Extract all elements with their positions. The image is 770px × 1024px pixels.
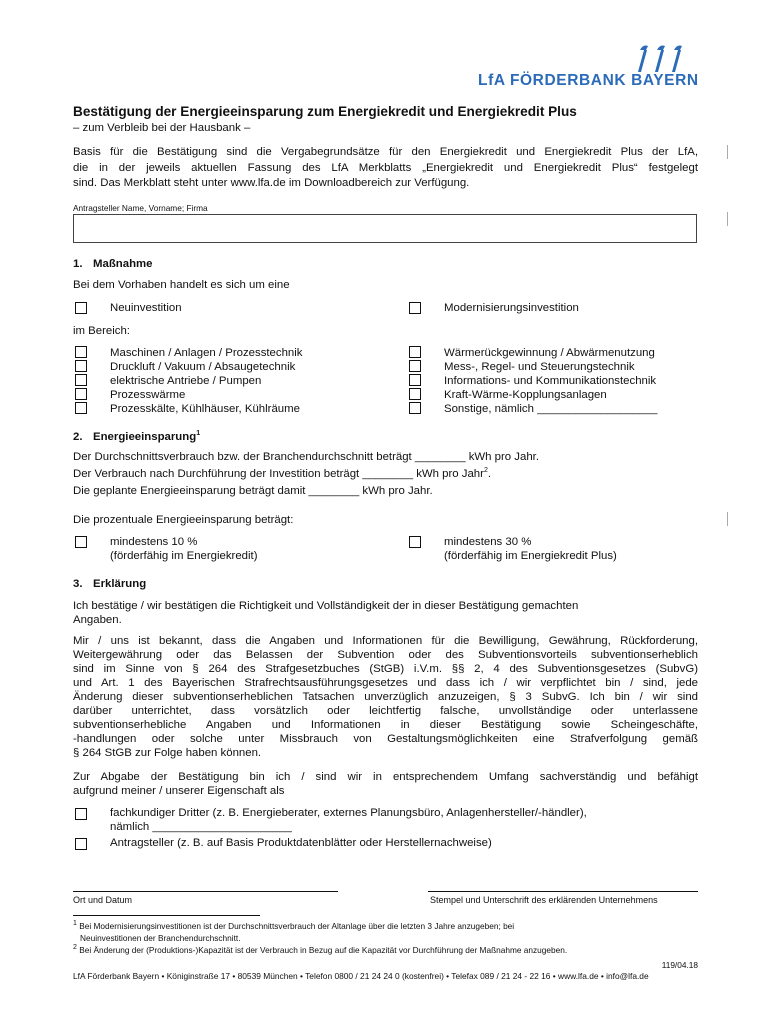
declaration-p3-line-1: Zur Abgabe der Bestätigung bin ich / sind wir in entsprechendem Umfang sachverständig und befähigt [73,771,698,783]
checkbox-neuinvestition[interactable] [75,302,87,314]
declaration-p2-line-9: § 264 StGB zur Folge haben können. [73,747,262,759]
label-area-antriebe: elektrische Antriebe / Pumpen [110,375,262,387]
logo [470,44,698,92]
checkbox-area-druckluft[interactable] [75,360,87,372]
consumption-average-line: Der Durchschnittsverbrauch bzw. der Branchendurchschnitt beträgt ________ kWh pro Jahr. [73,451,539,463]
section-1-heading: Maßnahme [93,258,153,270]
declaration-p2-line-3: sind im Sinne von § 264 des Strafgesetzbuches (StGB) i.V.m. §§ 2, 4 des Subventionsgesetzes (SubvG) [73,663,698,675]
footnote-ref-2: 2 [483,467,488,475]
checkbox-area-maschinen[interactable] [75,346,87,358]
checkbox-area-antriebe[interactable] [75,374,87,386]
footnote-1-text: Bei Modernisierungsinvestitionen ist der Durchschnittsverbrauch der Altanlage über die letzten 3 Jahre anzugeben; bei [79,921,515,931]
section-2-number: 2. [73,431,83,443]
checkbox-min-30[interactable] [409,536,421,548]
declaration-p2-line-4: und Art. 1 des Bayerischen Strafrechtsausführungsgesetzes und dass ich / wir verpflichtet bin / sind, jede [73,677,698,689]
place-date-label: Ort und Datum [73,895,133,905]
label-area-prozesswaerme: Prozesswärme [110,389,186,401]
label-min-30: mindestens 30 % [444,536,532,548]
declaration-p3-line-2: aufgrund meiner / unserer Eigenschaft als [73,785,285,797]
area-label: im Bereich: [73,325,130,337]
page-title: Bestätigung der Energieeinsparung zum Energiekredit und Energiekredit Plus [73,104,577,119]
section-2-title: Energieeinsparung [93,431,197,443]
intro-line-3: sind. Das Merkblatt steht unter www.lfa.de im Downloadbereich zur Verfügung. [73,177,470,189]
logo-text: LfA FÖRDERBANK BAYERN [478,72,699,89]
place-date-line[interactable] [73,891,338,892]
checkbox-area-sonstige[interactable] [409,402,421,414]
section-2-heading [93,430,200,445]
declaration-p1-line-2: Angaben. [73,614,122,626]
label-area-ikt: Informations- und Kommunikationstechnik [444,375,657,387]
page-subtitle: – zum Verbleib bei der Hausbank – [73,122,251,134]
label-fachkundiger-dritter: fachkundiger Dritter (z. B. Energieberater, externes Planungsbüro, Anlagenhersteller/-händler), [110,807,587,819]
footnote-divider [73,915,260,916]
checkbox-area-kwk[interactable] [409,388,421,400]
declaration-p2-line-1: Mir / uns ist bekannt, dass die Angaben und Informationen für die Bewilligung, Gewährung, Rückforderung, [73,635,698,647]
footnote-1-number: 1 [73,920,77,928]
checkbox-modernisierungsinvestition[interactable] [409,302,421,314]
label-fachkundiger-dritter-naemlich: nämlich ______________________ [110,821,292,833]
label-modernisierungsinvestition: Modernisierungsinvestition [444,302,579,314]
declaration-p1-line-1: Ich bestätige / wir bestätigen die Richtigkeit und Vollständigkeit der in dieser Bestätigung gemachten [73,600,579,612]
declaration-p2-line-2: Weitergewährung oder das Belassen der Subvention oder des Subventionsvorteils subventionserheblich [73,649,698,661]
label-neuinvestition: Neuinvestition [110,302,182,314]
label-area-waermerueckgewinnung: Wärmerückgewinnung / Abwärmenutzung [444,347,655,359]
checkbox-area-ikt[interactable] [409,374,421,386]
checkbox-area-prozesswaerme[interactable] [75,388,87,400]
section-3-number: 3. [73,578,83,590]
label-area-kwk: Kraft-Wärme-Kopplungsanlagen [444,389,607,401]
label-area-druckluft: Druckluft / Vakuum / Absaugetechnik [110,361,296,373]
margin-mark [727,145,728,159]
footnote-2 [73,945,567,955]
logo-mark-icon [630,44,690,74]
checkbox-antragsteller[interactable] [75,838,87,850]
planned-saving-line: Die geplante Energieeinsparung beträgt damit ________ kWh pro Jahr. [73,485,433,497]
checkbox-fachkundiger-dritter[interactable] [75,808,87,820]
stamp-signature-line[interactable] [428,891,698,892]
declaration-p2-line-6: darüber unterrichtet, dass vorsätzlich oder leichtfertig falsche, unvollständige oder unterlassene [73,705,698,717]
label-min-10: mindestens 10 % [110,536,198,548]
stamp-signature-label: Stempel und Unterschrift des erklärenden Unternehmens [430,895,658,905]
checkbox-area-prozesskaelte[interactable] [75,402,87,414]
label-area-prozesskaelte: Prozesskälte, Kühlhäuser, Kühlräume [110,403,300,415]
applicant-label: Antragsteller Name, Vorname; Firma [73,203,208,213]
margin-mark [727,512,728,526]
checkbox-area-waermerueckgewinnung[interactable] [409,346,421,358]
label-area-msr: Mess-, Regel- und Steuerungstechnik [444,361,635,373]
footnote-1 [73,921,514,931]
footnote-ref-1: 1 [196,430,201,438]
footnote-1-continued: Neuinvestitionen der Branchendurchschnitt. [80,933,241,943]
checkbox-min-10[interactable] [75,536,87,548]
page-footer: LfA Förderbank Bayern • Königinstraße 17 • 80539 München • Telefon 0800 / 21 24 24 0 (kostenfrei) • Telefax 089 / 21 24 - 22 16 • www.lfa.de • info@lfa.de [73,971,649,981]
percentage-lead: Die prozentuale Energieeinsparung beträgt: [73,514,294,526]
applicant-input[interactable] [73,214,697,243]
declaration-p2-line-7: subventionserhebliche Angaben und Informationen in dieser Bestätigung sowie Scheingeschäfte, [73,719,698,731]
checkbox-area-msr[interactable] [409,360,421,372]
section-3-heading: Erklärung [93,578,147,590]
form-number: 119/04.18 [661,960,698,970]
label-antragsteller: Antragsteller (z. B. auf Basis Produktdatenblätter oder Herstellernachweise) [110,837,492,849]
declaration-p2-line-8: -handlungen oder solche unter Missbrauch von Gestaltungsmöglichkeiten eine Strafverfolgung gemäß [73,733,698,745]
label-area-maschinen: Maschinen / Anlagen / Prozesstechnik [110,347,303,359]
margin-mark [727,212,728,226]
footnote-2-text: Bei Änderung der (Produktions-)Kapazität ist der Verbrauch in Bezug auf die Kapazität vor Durchführung der Maßnahme anzugeben. [79,945,568,955]
consumption-after-line [73,467,491,482]
section-1-lead: Bei dem Vorhaben handelt es sich um eine [73,279,290,291]
intro-line-1: Basis für die Bestätigung sind die Vergabegrundsätze für den Energiekredit und Energiekredit Plus der LfA, [73,146,698,158]
label-area-sonstige: Sonstige, nämlich ___________________ [444,403,658,415]
section-1-number: 1. [73,258,83,270]
footnote-2-number: 2 [73,944,77,952]
declaration-p2-line-5: Änderung dieser subventionserheblichen Tatsachen unverzüglich anzuzeigen, § 3 SubvG. Ich bin / wir sind [73,691,698,703]
intro-line-2: die in der jeweils aktuellen Fassung des LfA Merkblatts „Energiekredit und Energiekredit Plus“ festgelegt [73,162,698,174]
consumption-after-end: . [487,468,492,480]
label-min-30-note: (förderfähig im Energiekredit Plus) [444,550,617,562]
consumption-after-text: Der Verbrauch nach Durchführung der Investition beträgt ________ kWh pro Jahr [73,468,484,480]
label-min-10-note: (förderfähig im Energiekredit) [110,550,258,562]
